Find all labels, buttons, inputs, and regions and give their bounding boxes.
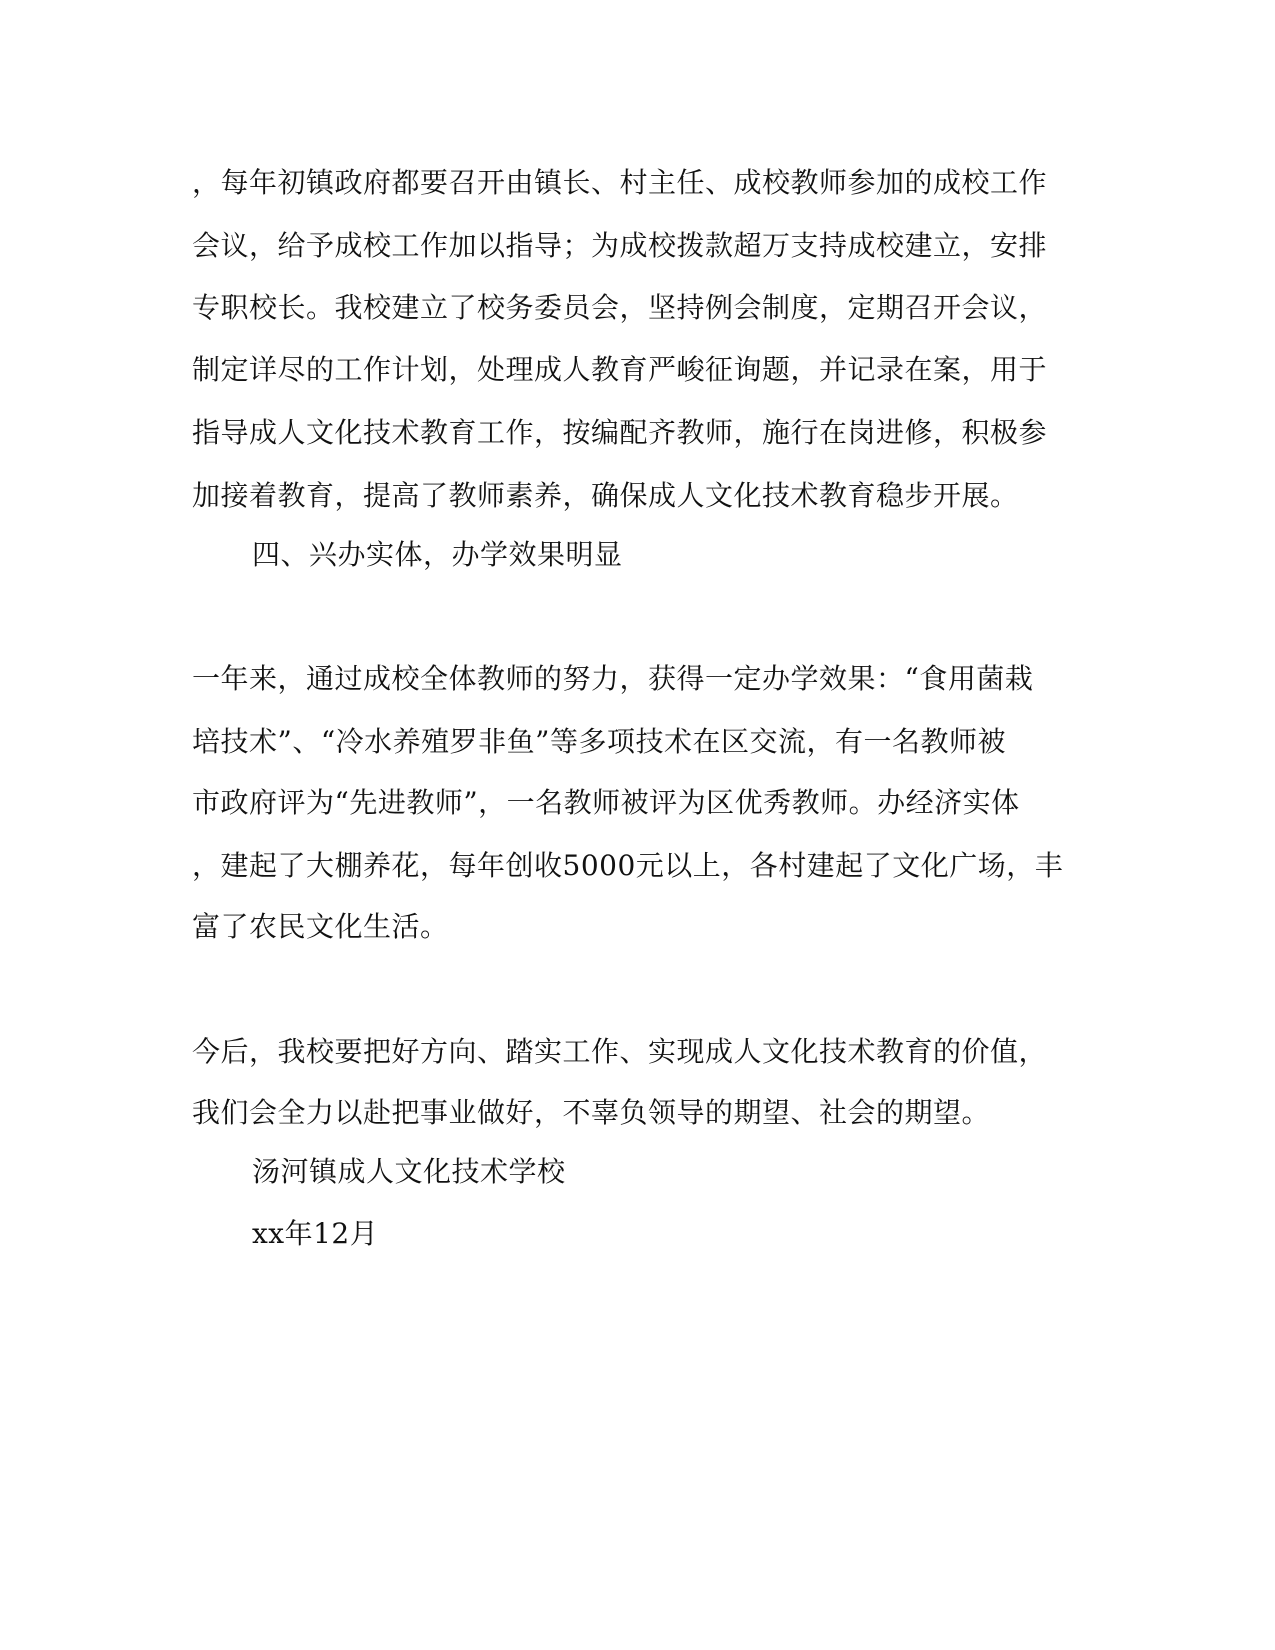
text-line: ，每年初镇政府都要召开由镇长、村主任、成校教师参加的成校工作 xyxy=(192,166,1048,199)
text-line: 加接着教育，提高了教师素养，确保成人文化技术教育稳步开展。 xyxy=(192,479,1019,512)
signature-organization: 汤河镇成人文化技术学校 xyxy=(252,1155,566,1188)
text-line: 指导成人文化技术教育工作，按编配齐教师，施行在岗进修，积极参 xyxy=(192,416,1048,449)
text-line: 富了农民文化生活。 xyxy=(192,910,449,943)
signature-date: xx年12月 xyxy=(252,1217,379,1250)
text-line: ，建起了大棚养花，每年创收5000元以上，各村建起了文化广场，丰 xyxy=(192,849,1064,882)
text-line: 市政府评为“先进教师”，一名教师被评为区优秀教师。办经济实体 xyxy=(192,786,1020,819)
text-line: 专职校长。我校建立了校务委员会，坚持例会制度，定期召开会议， xyxy=(192,291,1048,324)
text-line: 我们会全力以赴把事业做好，不辜负领导的期望、社会的期望。 xyxy=(192,1096,991,1129)
text-line: 培技术”、“冷水养殖罗非鱼”等多项技术在区交流，有一名教师被 xyxy=(192,725,1006,758)
section-heading: 四、兴办实体，办学效果明显 xyxy=(252,538,623,571)
text-line: 会议，给予成校工作加以指导；为成校拨款超万支持成校建立，安排 xyxy=(192,229,1048,262)
text-line: 制定详尽的工作计划，处理成人教育严峻征询题，并记录在案，用于 xyxy=(192,353,1048,386)
text-line: 一年来，通过成校全体教师的努力，获得一定办学效果：“食用菌栽 xyxy=(192,662,1034,695)
text-line: 今后，我校要把好方向、踏实工作、实现成人文化技术教育的价值， xyxy=(192,1035,1048,1068)
